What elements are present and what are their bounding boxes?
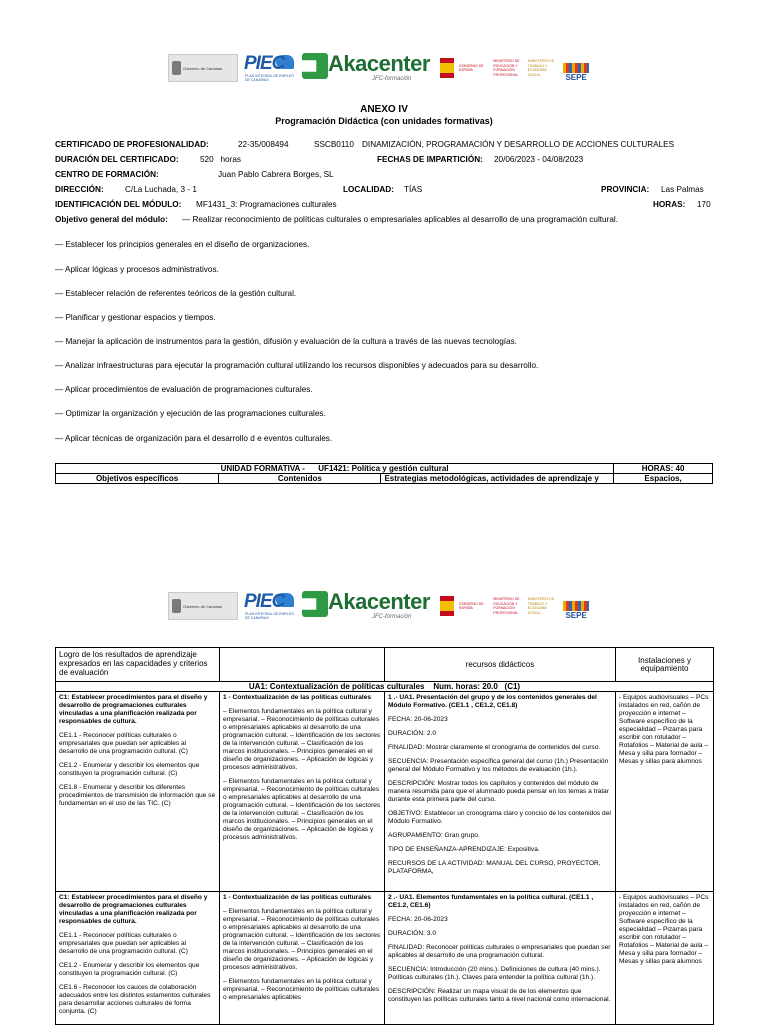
hours-value: 170: [697, 200, 711, 209]
akacenter-tag: JFC-formación: [372, 76, 412, 82]
criteria-item: CE1.1 - Reconocer políticas culturales o empresariales que puedan ser aplicables al desarrollo de una programación cultural. (C): [59, 732, 189, 755]
sepe-bars-icon: [563, 63, 589, 73]
duration-value: 520 horas: [200, 155, 241, 164]
col-espacios: Espacios,: [614, 474, 713, 484]
spain-flag-icon: [440, 58, 454, 78]
akacenter-logo: [302, 589, 434, 623]
unit-title-cell: [56, 464, 614, 474]
activity-item: DURACIÓN: 3.0: [388, 930, 436, 937]
objective-item: — Manejar la aplicación de instrumentos para la gestión, difusión y evaluación de la cultura a través de las nuevas tecnologías.: [55, 337, 517, 346]
objective-item: — Aplicar técnicas de organización para el desarrollo d e eventos culturales.: [55, 434, 333, 443]
criteria-item: CE1.1 - Reconocer políticas culturales o empresariales que puedan ser aplicables al desarrollo de una programación cultural. (C): [59, 932, 189, 955]
unit-table: [55, 463, 713, 484]
gobierno-canarias-logo: [168, 592, 238, 620]
sepe-logo: [562, 592, 590, 620]
ministry-logos: [440, 53, 590, 83]
col-contenidos: Contenidos: [219, 474, 381, 484]
crest-icon: [172, 61, 181, 75]
contents-item: – Elementos fundamentales en la política cultural y empresarial. – Reconocimiento de políticas culturales o empresariales aplicables al desarrollo de una programación cultural. – Identificación de los sectores de la intervención cultural. – Clasificación de los marcos institucionales. – Principios generales en el diseño de organizaciones. – Aplicación de lógicas y procesos administrativos.: [223, 908, 381, 971]
cert-id: SSCB0110: [314, 140, 354, 149]
piec-text: PIEC: [244, 53, 285, 74]
ministry-text-2: MINISTERIO DE EDUCACIÓN Y FORMACIÓN PROFESIONAL: [493, 59, 520, 77]
criteria-title: C1: Establecer procedimientos para el diseño y desarrollo de programaciones culturales vinculadas a una planificación realizada por responsables de cultura.: [59, 894, 208, 925]
uf-label: UNIDAD FORMATIVA -: [220, 464, 305, 473]
spain-flag-icon: [440, 596, 454, 616]
sepe-logo: [562, 54, 590, 82]
col-estrategias: Estrategias metodológicas, actividades de aprendizaje y: [381, 474, 614, 484]
center-label: CENTRO DE FORMACIÓN:: [55, 170, 159, 179]
sepe-bars-icon: [563, 601, 589, 611]
unit-columns-row: [56, 474, 713, 484]
unit-hours-cell: HORAS: 40: [614, 464, 713, 474]
programming-table: [55, 647, 714, 1025]
dates-label: FECHAS DE IMPARTICIÓN:: [377, 155, 483, 164]
uf-name: UF1421: Política y gestión cultural: [318, 464, 449, 473]
akacenter-mark-icon: [302, 591, 328, 617]
objective-item: — Aplicar lógicas y procesos administrativos.: [55, 265, 219, 274]
unit-header-row: [56, 464, 713, 474]
akacenter-tag: JFC-formación: [372, 614, 412, 620]
cert-label: CERTIFICADO DE PROFESIONALIDAD:: [55, 140, 209, 149]
activity-item: FECHA: 20-06-2023: [388, 916, 448, 923]
objective-item: — Establecer relación de referentes teóricos de la gestión cultural.: [55, 289, 297, 298]
objective-item: — Establecer los principios generales en el diseño de organizaciones.: [55, 240, 310, 249]
akacenter-word: Akacenter: [328, 51, 430, 76]
akacenter-word: Akacenter: [328, 589, 430, 614]
activity-item: RECURSOS DE LA ACTIVIDAD: MANUAL DEL CURSO, PROYECTOR, PLATAFORMA,: [388, 860, 601, 875]
module-value: MF1431_3: Programaciones culturales: [196, 200, 337, 209]
ministry-logos: [440, 591, 590, 621]
cert-name: DINAMIZACIÓN, PROGRAMACIÓN Y DESARROLLO DE ACCIONES CULTURALES: [362, 140, 675, 149]
activity-title: 2 .- UA1. Elementos fundamentales en la política cultural. (CE1.1 , CE1.2, CE1.6): [388, 894, 594, 909]
ministry-text-1: GOBIERNO DE ESPAÑA: [458, 63, 484, 72]
gobierno-canarias-logo: [168, 54, 238, 82]
activity-item: SECUENCIA: Introducción (20 mins.). Definiciones de cultura (40 mins.). Políticas culturales (1h.). Claves para entender la política cultural (1h.).: [388, 966, 601, 981]
center-value: Juan Pablo Cabrera Borges, SL: [218, 170, 334, 179]
header-instalaciones: Instalaciones y equipamiento: [616, 648, 714, 682]
gob-text: Gobierno de Canarias: [183, 603, 223, 609]
piec-sub: PLAN INTEGRAL DE EMPLEO DE CANARIAS: [245, 612, 294, 620]
criteria-item: CE1.8 - Enumerar y describir los diferentes procedimientos de transmisión de información que se fundamentan en el uso de las TIC. (C): [59, 784, 216, 807]
address-value: C/La Luchada, 3 - 1: [125, 185, 197, 194]
objective-value: — Realizar reconocimiento de políticas culturales o empresariales aplicables al desarrollo de una programación cultural.: [182, 215, 618, 224]
objective-item: — Aplicar procedimientos de evaluación de programaciones culturales.: [55, 385, 313, 394]
activity-item: FINALIDAD: Mostrar claramente el cronograma de contenidos del curso.: [388, 744, 601, 751]
activity-title: 1 .- UA1. Presentación del grupo y de los contenidos generales del Módulo Formativo. (CE1.1 , CE1.2, CE1.8): [388, 694, 597, 709]
dates-value: 20/06/2023 - 04/08/2023: [494, 155, 584, 164]
annex-title: ANEXO IV: [360, 104, 408, 115]
contents-item: – Elementos fundamentales en la política cultural y empresarial. – Reconocimiento de políticas culturales o empresariales aplicables al desarrollo de una programación cultural. – Identificación de los sectores de la intervención cultural. – Clasificación de los marcos institucionales. – Principios generales en el diseño de organizaciones. – Aplicación de lógicas y procesos administrativos.: [223, 778, 381, 841]
sepe-text: SEPE: [565, 73, 587, 82]
criteria-item: CE1.2 - Enumerar y describir los elementos que constituyen la programación cultural. (C): [59, 762, 200, 777]
header-logos: [168, 50, 598, 86]
activity-item: FINALIDAD: Reconocer políticas culturales o empresariales que puedan ser aplicables al desarrollo de una programación cultural.: [388, 944, 611, 959]
activity-item: FECHA: 20-06-2023: [388, 716, 448, 723]
programming-header-row: [56, 648, 714, 682]
col-objetivos: Objetivos específicos: [56, 474, 219, 484]
contents-cell: [220, 692, 385, 892]
contents-item: – Elementos fundamentales en la política cultural y empresarial. – Reconocimiento de políticas culturales o empresariales aplicables: [223, 978, 380, 1001]
objective-label: Objetivo general del módulo:: [55, 215, 168, 224]
activity-item: AGRUPAMIENTO: Gran grupo.: [388, 832, 480, 839]
header-logro: Logro de los resultados de aprendizaje expresados en las capacidades y criterios de evaluación: [56, 648, 220, 682]
ministry-text-3: MINISTERIO DE TRABAJO Y ECONOMÍA SOCIAL: [527, 597, 555, 615]
province-value: Las Palmas: [661, 185, 704, 194]
criteria-item: CE1.6 - Reconocer los cauces de colaboración adecuados entre los distintos estamentos culturales para desarrollar acciones culturales de forma conjunta. (C): [59, 984, 211, 1015]
activity-cell: [385, 892, 616, 1025]
objective-item: — Optimizar la organización y ejecución de las programaciones culturales.: [55, 409, 326, 418]
equipment-cell: - Equipos audiovisuales – PCs instalados en red, cañón de proyección e internet – Software específico de la especialidad – Pizarras para escribir con rotulador – Rotafolios – Material de aula – Mesa y silla para formador – Mesas y sillas para alumnos: [616, 692, 714, 892]
sepe-text: SEPE: [565, 611, 587, 620]
cert-code: 22-35/008494: [238, 140, 289, 149]
activity-item: DESCRIPCIÓN: Realizar un mapa visual de de los elementos que constituyen las políticas culturales tanto a nivel nacional como internacional.: [388, 988, 611, 1003]
activity-item: SECUENCIA: Presentación específica general del curso (1h.) Presentación general del Módulo Formativo y los métodos de evaluación (1h.).: [388, 758, 609, 773]
objective-item: — Analizar infraestructuras para ejecutar la programación cultural utilizando los recursos disponibles y adecuados para su desarrollo.: [55, 361, 539, 370]
ua-row: [56, 682, 714, 692]
criteria-cell: [56, 892, 220, 1025]
table-row: [56, 692, 714, 892]
equipment-cell: - Equipos audiovisuales – PCs instalados en red, cañón de proyección e internet – Software específico de la especialidad – Pizarras para escribir con rotulador – Rotafolios – Material de aula – Mesa y silla para formador – Mesas y sillas para alumnos: [616, 892, 714, 1025]
ministry-text-1: GOBIERNO DE ESPAÑA: [458, 601, 484, 610]
activity-item: DURACIÓN: 2.0: [388, 730, 436, 737]
doc-subtitle: Programación Didáctica (con unidades formativas): [275, 116, 493, 126]
ua-title: UA1: Contextualización de políticas culturales Num. horas: 20.0 (C1): [56, 682, 714, 692]
header-blank: [220, 648, 385, 682]
contents-cell: [220, 892, 385, 1025]
crest-icon: [172, 599, 181, 613]
address-label: DIRECCIÓN:: [55, 185, 104, 194]
criteria-title: C1: Establecer procedimientos para el diseño y desarrollo de programaciones culturales vinculadas a una planificación realizada por responsables de cultura.: [59, 694, 208, 725]
piec-text: PIEC: [244, 591, 285, 612]
activity-item: OBJETIVO: Establecer un cronograma claro y conciso de los contenidos del Módulo Formativo.: [388, 810, 611, 825]
activity-item: TIPO DE ENSEÑANZA-APRENDIZAJE: Expositiva.: [388, 846, 540, 853]
contents-title: 1 - Contextualización de las políticas culturales: [223, 894, 372, 901]
criteria-cell: [56, 692, 220, 892]
piec-logo: [244, 53, 296, 83]
duration-label: DURACIÓN DEL CERTIFICADO:: [55, 155, 179, 164]
activity-cell: [385, 692, 616, 892]
akacenter-mark-icon: [302, 53, 328, 79]
module-label: IDENTIFICACIÓN DEL MÓDULO:: [55, 200, 182, 209]
table-row: [56, 892, 714, 1025]
criteria-item: CE1.2 - Enumerar y describir los elementos que constituyen la programación cultural. (C): [59, 962, 200, 977]
province-label: PROVINCIA:: [601, 185, 650, 194]
ministry-text-3: MINISTERIO DE TRABAJO Y ECONOMÍA SOCIAL: [527, 59, 555, 77]
locality-value: TÍAS: [404, 185, 423, 194]
gob-text: Gobierno de Canarias: [183, 65, 223, 71]
hours-label: HORAS:: [653, 200, 686, 209]
piec-sub: PLAN INTEGRAL DE EMPLEO DE CANARIAS: [245, 74, 294, 82]
header-logos-page2: [168, 588, 598, 624]
contents-title: 1 - Contextualización de las políticas culturales: [223, 694, 372, 701]
piec-logo: [244, 591, 296, 621]
ministry-text-2: MINISTERIO DE EDUCACIÓN Y FORMACIÓN PROFESIONAL: [493, 597, 520, 615]
objective-item: — Planificar y gestionar espacios y tiempos.: [55, 313, 216, 322]
contents-item: – Elementos fundamentales en la política cultural y empresarial. – Reconocimiento de políticas culturales o empresariales aplicables al desarrollo de una programación cultural. – Identificación de los sectores de la intervención cultural. – Clasificación de los marcos institucionales. – Principios generales en el diseño de organizaciones. – Aplicación de lógicas y procesos administrativos.: [223, 708, 381, 771]
activity-item: DESCRIPCIÓN: Mostrar todos los capítulos y contenidos del módulo de manera resumida para que el alumnado pueda pensar en los temas a tratar durante esta primera parte del curso.: [388, 780, 610, 803]
akacenter-logo: [302, 51, 434, 85]
locality-label: LOCALIDAD:: [343, 185, 394, 194]
header-recursos: recursos didácticos: [385, 648, 616, 682]
